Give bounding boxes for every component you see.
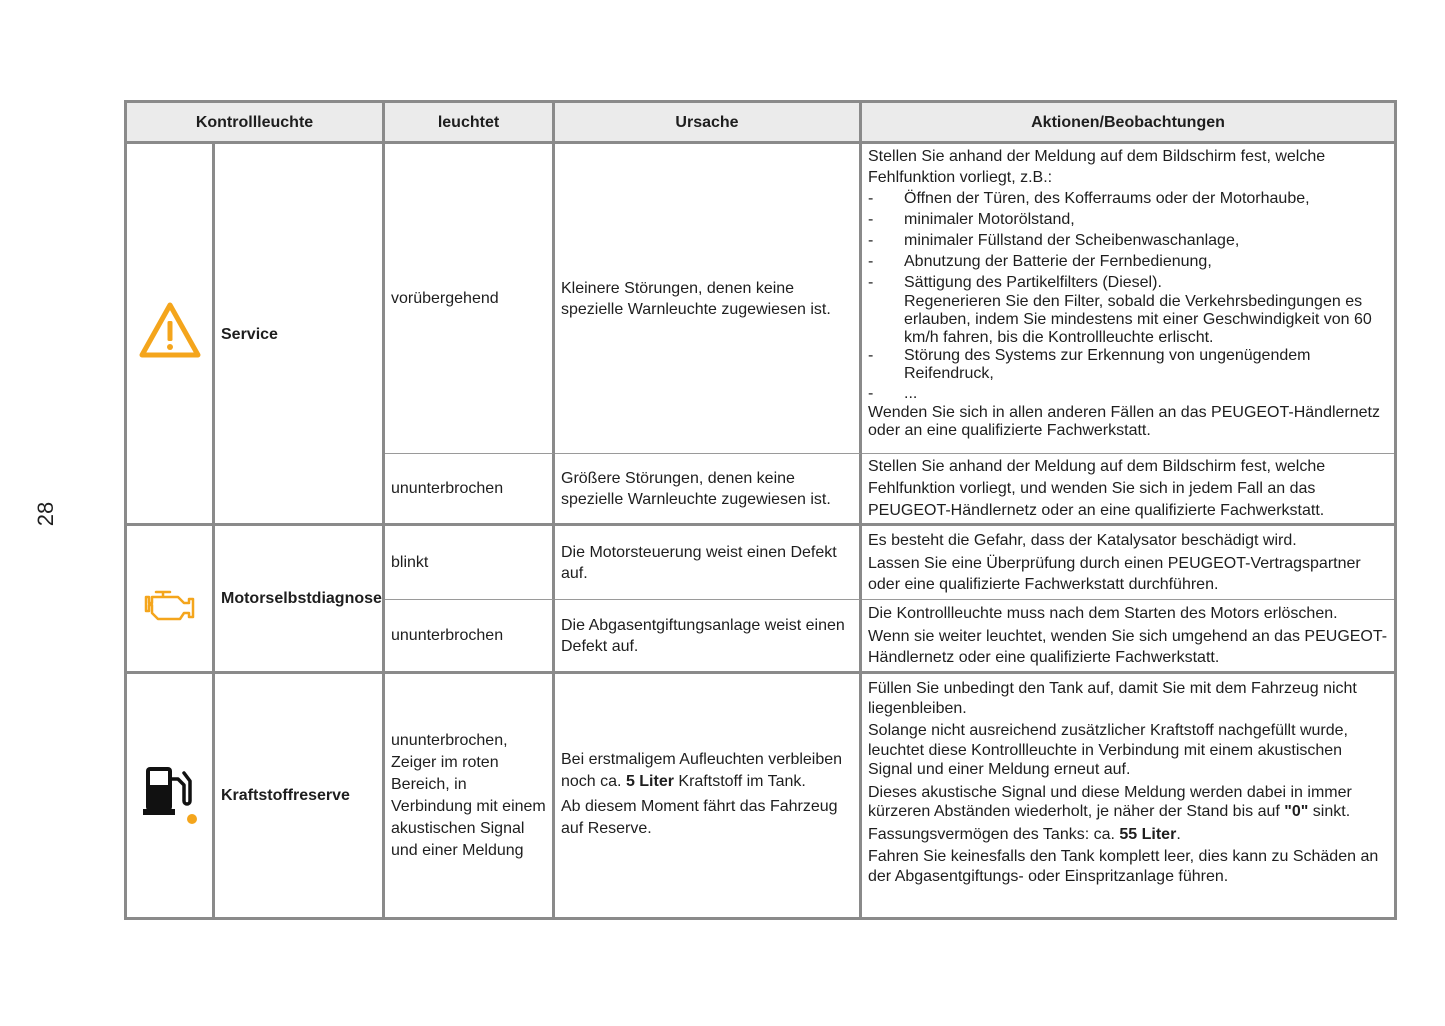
service-icon-cell (127, 144, 215, 526)
list-item: - Abnutzung der Batterie der Fernbedienung, (868, 251, 1388, 272)
motor-row2-aktion2: Wenn sie weiter leuchtet, wenden Sie sich umgehend an das PEUGEOT-Händlernetz oder eine qualifizierte Fachwerkstatt. (868, 628, 1388, 666)
motor-row1-leuchtet: blinkt (385, 526, 555, 600)
fuel-pump-icon (140, 761, 200, 825)
fuel-ursache1 (561, 749, 853, 793)
service-row2-leuchtet: ununterbrochen (385, 454, 555, 526)
list-item: - Sättigung des Partikelfilters (Diesel). (868, 272, 1388, 293)
motor-icon-cell (127, 526, 215, 674)
list-item: - Öffnen der Türen, des Kofferraums oder der Motorhaube, (868, 188, 1388, 209)
page-number: 28 (33, 501, 58, 527)
table-row (127, 144, 1394, 454)
service-row1-list (868, 188, 1388, 404)
header-kontrollleuchte: Kontrollleuchte (127, 103, 385, 144)
fuel-aktion4-text-end: . (1176, 825, 1181, 843)
fuel-aktion3-bold: "0" (1284, 803, 1309, 820)
motor-row2-aktion (862, 600, 1394, 674)
motor-row1-ursache: Die Motorsteuerung weist einen Defekt auf. (555, 526, 862, 600)
fuel-aktion3-text: Dieses akustische Signal und diese Meldung werden dabei in immer kürzeren Abständen wiederholt, je näher der Stand bis auf (868, 783, 1352, 820)
fuel-icon-cell (127, 674, 215, 917)
motor-row2-aktion1: Die Kontrollleuchte muss nach dem Starten des Motors erlöschen. (868, 605, 1338, 622)
warning-triangle-icon (138, 301, 202, 359)
fuel-aktion4-bold: 55 Liter (1119, 825, 1177, 843)
engine-icon (142, 586, 198, 626)
list-item: - minimaler Motorölstand, (868, 209, 1388, 230)
service-row1-aktion (862, 144, 1394, 454)
motor-row1-aktion1: Es besteht die Gefahr, dass der Katalysator beschädigt wird. (868, 532, 1297, 549)
fuel-ursache1-bold: 5 Liter (625, 772, 674, 790)
service-row1-outro: Wenden Sie sich in allen anderen Fällen an das PEUGEOT-Händlernetz oder an eine qualifizierte Fachwerkstatt. (868, 404, 1380, 439)
header-leuchtet: leuchtet (385, 103, 555, 144)
fuel-aktion5: Fahren Sie keinesfalls den Tank komplett leer, dies kann zu Schäden an der Abgasentgiftungs- oder Einspritzanlage führen. (868, 848, 1379, 885)
list-item: - minimaler Füllstand der Scheibenwaschanlage, (868, 230, 1388, 251)
warning-lights-table (124, 100, 1397, 920)
motor-row2-leuchtet: ununterbrochen (385, 600, 555, 674)
service-row1-ursache: Kleinere Störungen, denen keine spezielle Warnleuchte zugewiesen ist. (555, 144, 862, 454)
service-name (215, 144, 385, 526)
fuel-aktion (862, 674, 1394, 917)
service-row2-aktion: Stellen Sie anhand der Meldung auf dem Bildschirm fest, welche Fehlfunktion vorliegt, und wenden Sie sich in jedem Fall an das PEUGEOT-Händlernetz oder an eine qualifizierte Fachwerkstatt. (862, 454, 1394, 526)
list-item: Regenerieren Sie den Filter, sobald die Verkehrsbedingungen es erlauben, indem Sie mindestens mit einer Geschwindigkeit von 60 km/h fahren, bis die Kontrollleuchte erlischt. (904, 293, 1372, 346)
service-label: Service (221, 326, 278, 343)
fuel-leuchtet: ununterbrochen, Zeiger im roten Bereich, in Verbindung mit einem akustischen Signal und einer Meldung (385, 674, 555, 917)
fuel-aktion3-text-end: sinkt. (1308, 803, 1351, 820)
list-item: - ... (868, 383, 1388, 404)
service-row1-leuchtet: vorübergehend (385, 144, 555, 454)
list-item: - Störung des Systems zur Erkennung von ungenügendem Reifendruck, (868, 347, 1388, 383)
table-header-row (127, 103, 1394, 144)
header-ursache: Ursache (555, 103, 862, 144)
table-row (127, 674, 1394, 917)
fuel-aktion3 (868, 783, 1388, 822)
service-row2-ursache: Größere Störungen, denen keine spezielle Warnleuchte zugewiesen ist. (555, 454, 862, 526)
motor-row1-aktion2: Lassen Sie eine Überprüfung durch einen PEUGEOT-Vertragspartner oder eine qualifizierte Fachwerkstatt durchführen. (868, 555, 1361, 593)
table-row (127, 526, 1394, 600)
fuel-aktion1: Füllen Sie unbedingt den Tank auf, damit Sie mit dem Fahrzeug nicht liegenbleiben. (868, 680, 1357, 717)
service-row1-intro: Stellen Sie anhand der Meldung auf dem Bildschirm fest, welche Fehlfunktion vorliegt, z.B.: (868, 148, 1326, 186)
fuel-ursache1-text: Bei erstmaligem Aufleuchten verbleiben noch ca. (561, 750, 843, 790)
header-aktionen: Aktionen/Beobachtungen (862, 103, 1394, 144)
motor-name: Motorselbstdiagnose (215, 526, 385, 674)
motor-row1-aktion (862, 526, 1394, 600)
fuel-ursache1-text-end: Kraftstoff im Tank. (673, 772, 806, 790)
fuel-name: Kraftstoffreserve (215, 674, 385, 917)
fuel-aktion2: Solange nicht ausreichend zusätzlicher Kraftstoff nachgefüllt wurde, leuchtet diese Kontrollleuchte in Verbindung mit einem akustischen Signal und einer Meldung erneut auf. (868, 722, 1348, 778)
fuel-ursache2: Ab diesem Moment fährt das Fahrzeug auf Reserve. (561, 797, 838, 837)
fuel-aktion4-text: Fassungsvermögen des Tanks: ca. (868, 825, 1120, 843)
fuel-aktion4 (868, 825, 1388, 845)
motor-row2-ursache: Die Abgasentgiftungsanlage weist einen Defekt auf. (555, 600, 862, 674)
fuel-ursache (555, 674, 862, 917)
